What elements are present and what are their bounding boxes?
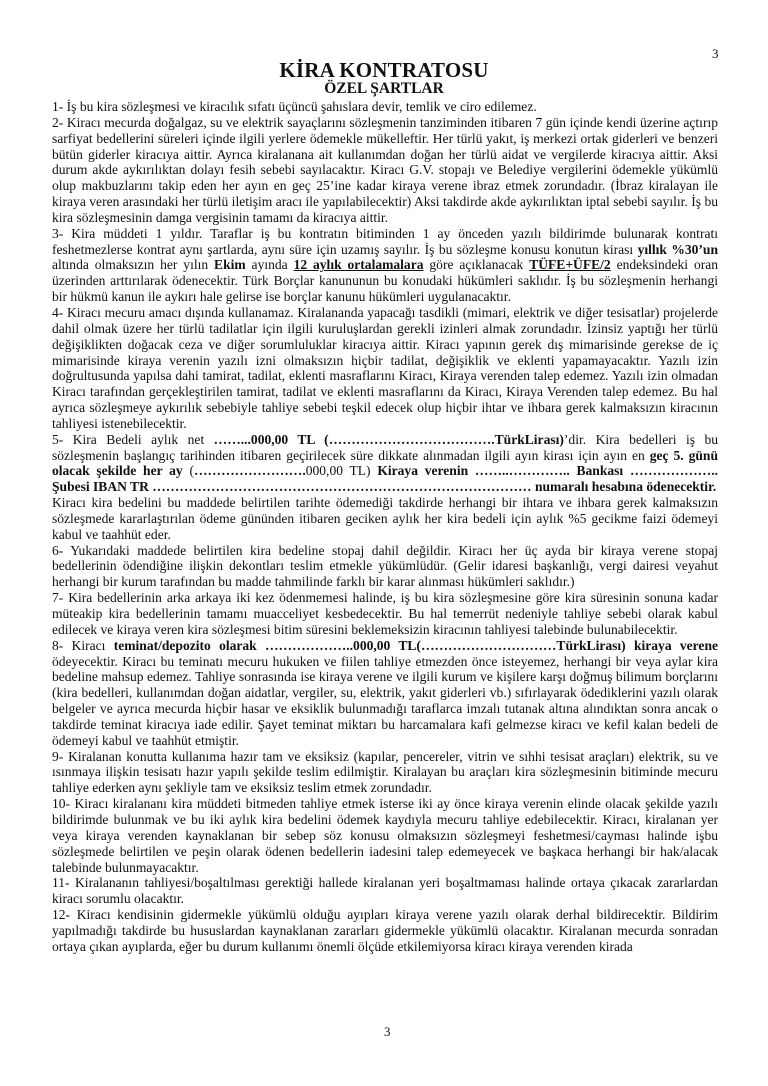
clause-text-bold: Kiraya verenin ……..………….. Bankası ……………….. Şubesi IBAN TR ………………………………………………………………………… numaralı hesabına ödenecektir. (52, 463, 719, 495)
document-title: KİRA KONTRATOSU (279, 58, 489, 82)
clause-paragraph (52, 590, 718, 638)
clause-text: ödeyecektir. Kiracı bu teminatı mecuru hukuken ve fiilen tahliye etmezden önce isteyemez, herhangi bir veya aylar kira bedeline mahsup edemez. Tahliye sonrasında ise kiraya verene ve ilgili kurum ve kişilere karşı doğmuş bilimum borçlarını (kira bedelleri, kullanımdan doğan aidatlar, vergiler, su, elektrik, yakıt giderleri vb.) sıfırlayarak ödediklerini yazılı olarak belgeler ve ayrıca mecurda hiçbir hasar ve eksiklik bulunmadığı taraflarca imzalı tutanak altına alındıktan sonra ancak o takdirde teminat kiracıya iade edilir. Şayet teminat miktarı bu harcamalara kafi gelmezse kiracı ve kefil kalan bedeli de ödemeyi kabul ve taahhüt etmiştir. (52, 653, 718, 748)
clause-text-bold: yıllık %30’un (637, 241, 718, 257)
clause-text: göre açıklanacak (423, 257, 530, 273)
clause-text-bold: Ekim (214, 257, 246, 273)
clause-text: 9- Kiralanan konutta kullanıma hazır tam ve eksiksiz (kapılar, pencereler, vitrin ve sıhhi tesisat araçları) elektrik, su ve ısınmaya ilişkin tesisatı hazır yapılı şekilde teslim edilmiştir. Kiralayan bu araçları kira sözleşmesinin bitiminde mecuru tahliye ederken aynı şekliyle tam ve eksiksiz teslim etmek zorundadır. (52, 748, 718, 796)
clause-text-bold: ……...000,00 TL (……………………………….TürkLirası) (213, 431, 564, 447)
document-body (52, 99, 718, 955)
clause-text: 11- Kiralananın tahliyesi/boşaltılması gerektiği hallede kiralanan yeri boşaltmaması halinde ortaya çıkacak zararlardan kiracı sorumlu olacaktır. (52, 875, 718, 907)
clause-text: 7- Kira bedellerinin arka arkaya iki kez ödenmemesi halinde, iş bu kira sözleşmesine göre kira süresinin sonuna kadar müteakip kira bedellerinin tamamı muacceliyet kesbedecektir. Bu hal temerrüt nedeniyle tahliye sebebi olarak kabul edilecek ve kiraya veren kira sözleşmesi bitim süresini beklemeksizin kiracının tahliyesi talebinde bulunabilecektir. (52, 590, 718, 637)
page-number-top: 3 (712, 46, 719, 61)
clause-paragraph (52, 432, 718, 495)
clause-text: 4- Kiracı mecuru amacı dışında kullanamaz. Kiralananda yapacağı tasdikli (mimari, elektrik ve diğer tesisatlar) projelerde dahil olmak üzere her türlü tadilatlar için ilgili kuruluşlardan gerekli izinleri almak zorundadır. İzinsiz yaptığı her türlü değişiklikten doğacak ceza ve diğer sorumluluklar kiracıya aittir. Kiracı yapının gerek dış mimarisinde gerekse de iç mimarisinde kiraya verenin yazılı izni olmaksızın hiçbir tadilat, değişiklik ve eklenti yapamayacaktır. Yazılı izin doğrultusunda yapılsa dahi tamirat, tadilat, eklenti masraflarını Kiracı, Kiraya verenden talep edemez. Yazılı izin olmadan Kiracı tarafından gerçekleştirilen tamirat, tadilat ve eklenti masraflarını da Kiracı, Kiraya Verenden talep edemez. Bu hal ayrıca sözleşmeye aykırılık sebebiyle tahliye sebebi teşkil edecek olup hiçbir ihtar ve ihbara gerek kalmaksızın kiracının tahliyesi istenebilecektir. (52, 304, 718, 431)
clause-paragraph (52, 749, 718, 797)
clause-text: 3- Kira müddeti 1 yıldır. Taraflar iş bu kontratın bitiminden 1 ay önceden yazılı bildirimde bulunarak kontratı feshetmezlerse kontrat aynı şartlarda, aynı süre için uzamış sayılır. İş bu sözleşme konusu konutun kirası (52, 225, 718, 257)
clause-text: endeksindeki oran üzerinden arttırılarak ödenecektir. Türk Borçlar kanununun bu konudaki hükümleri saklıdır. İş bu sözleşmenin herhangi bir hükmü kanun ile aykırı hale gelirse ise borçlar kanunu hükümleri uygulanacaktır. (52, 257, 719, 305)
document-subtitle: ÖZEL ŞARTLAR (324, 80, 444, 97)
clause-text: altında olmaksızın her yılın (52, 257, 215, 273)
clause-text-bold: TÜFE+ÜFE/2 (529, 257, 611, 273)
clause-text: ’dir. Kira bedelleri iş bu sözleşmenin başlangıç tarihinden itibaren geçirilecek süre dikkate alınmadan ilgili ayın kirası için ayın en (52, 431, 718, 463)
clause-text-bold: ……………………. (193, 463, 306, 479)
clause-text: Kiracı kira bedelini bu maddede belirtilen tarihte ödemediği takdirde herhangi bir ihtara ve ihbara gerek kalmaksızın sözleşmede kararlaştırılan ödeme gününden itibaren geciken aylık her kira bedeli için aylık %5 gecikme faizi ödemeyi kabul ve taahhüt eder. (52, 495, 718, 542)
clause-text: 12- Kiracı kendisinin gidermekle yükümlü olduğu ayıpları kiraya verene yazılı olarak derhal bildirecektir. Bildirim yapılmadığı takdirde bu hususlardan kaynaklanan zararları gidermekle yükümlü olacaktır. Kiralanan mecurda sonradan ortaya çıkan ayıplarda, eğer bu durum kullanımı önemli ölçüde etkilemiyorsa kiracı kiraya verenden kirada (52, 907, 718, 954)
clause-text: 2- Kiracı mecurda doğalgaz, su ve elektrik sayaçlarını sözleşmenin tanziminden itibaren 7 gün içinde kendi üzerine açtırıp sarfiyat bedellerini süreleri içinde ilgili yerlere ödemekle mükelleftir. Her türlü yakıt, iş merkezi ortak giderleri ve benzeri bütün giderler kiracıya aittir. Ayrıca kiralanana ait kullanımdan doğan her türlü aidat ve vergilerde kiracıya aittir. Aksi durum akde aykırılıktan dolayı fesih sebebi sayılacaktır. Kiracı G.V. stopajı ve Belediye vergilerini ödemekle yükümlü olup makbuzlarını takip eden her ayın en geç 25’ine kadar kiraya verene ibraz etmek zorundadır. (İbraz kiralayan ile kiraya veren arasındaki her türlü iletişim aracı ile yapılabilecektir) Aksi takdirde akde aykırılıktan iptal sebebi sayılır. İş bu kira sözleşmesinin damga vergisinin tamamı da kiracıya aittir. (52, 114, 718, 225)
clause-text: ( (182, 463, 194, 479)
clause-paragraph (52, 305, 718, 432)
clause-text: 5- Kira Bedeli aylık net (52, 431, 214, 447)
clause-text: 8- Kiracı (52, 637, 114, 653)
clause-text-bold: teminat/depozito olarak ………………..000,00 TL(…………………………TürkLirası) kiraya verene (113, 637, 718, 653)
page-number-bottom: 3 (384, 1024, 391, 1039)
clause-text: 000,00 TL) (305, 463, 378, 479)
clause-text-bold: geç 5. günü olacak şekilde her ay (52, 447, 718, 479)
clause-paragraph (52, 875, 718, 907)
clause-paragraph (52, 495, 718, 543)
clause-text: 6- Yukarıdaki maddede belirtilen kira bedeline stopaj dahil değildir. Kiracı her üç ayda bir kiraya verene stopaj bedellerinin ödendiğine ilişkin dekontları teslim etmekle yükümlüdür. (Gelir idaresi başkanlığı, vergi dairesi veyahut herhangi bir kurum tarafından bu madde tahmilinde farklı bir karar alınması hükümleri saklıdır.) (52, 542, 718, 590)
clause-text-bold: 12 aylık ortalamalara (293, 257, 424, 273)
clause-paragraph (52, 99, 718, 115)
clause-text: 10- Kiracı kiralananı kira müddeti bitmeden tahliye etmek isterse iki ay önce kiraya verenin elinde olacak şekilde yazılı bildirimde bulunmak ve bu iki aylık kira bedelini ödemek kaydıyla mecuru tahliye edebilecektir. Kiracı, kiralanan yer veya kiraya verenden kaynaklanan bir sebep söz konusu olmaksızın sözleşmeyi feshetmesi/cayması halinde işbu sözleşmede belirtilen ve peşin olarak ödenen bedellerin iadesini talep edemeyecek ve başkaca herhangi bir hak/alacak talebinde bulunmayacaktır. (52, 796, 718, 875)
clause-paragraph (52, 226, 718, 305)
clause-paragraph (52, 543, 718, 591)
clause-text: 1- İş bu kira sözleşmesi ve kiracılık sıfatı üçüncü şahıslara devir, temlik ve ciro edilemez. (52, 99, 537, 114)
clause-paragraph (52, 115, 718, 226)
clause-paragraph (52, 796, 718, 875)
clause-paragraph (52, 907, 718, 955)
clause-text: ayında (245, 257, 294, 273)
clause-paragraph (52, 638, 718, 749)
